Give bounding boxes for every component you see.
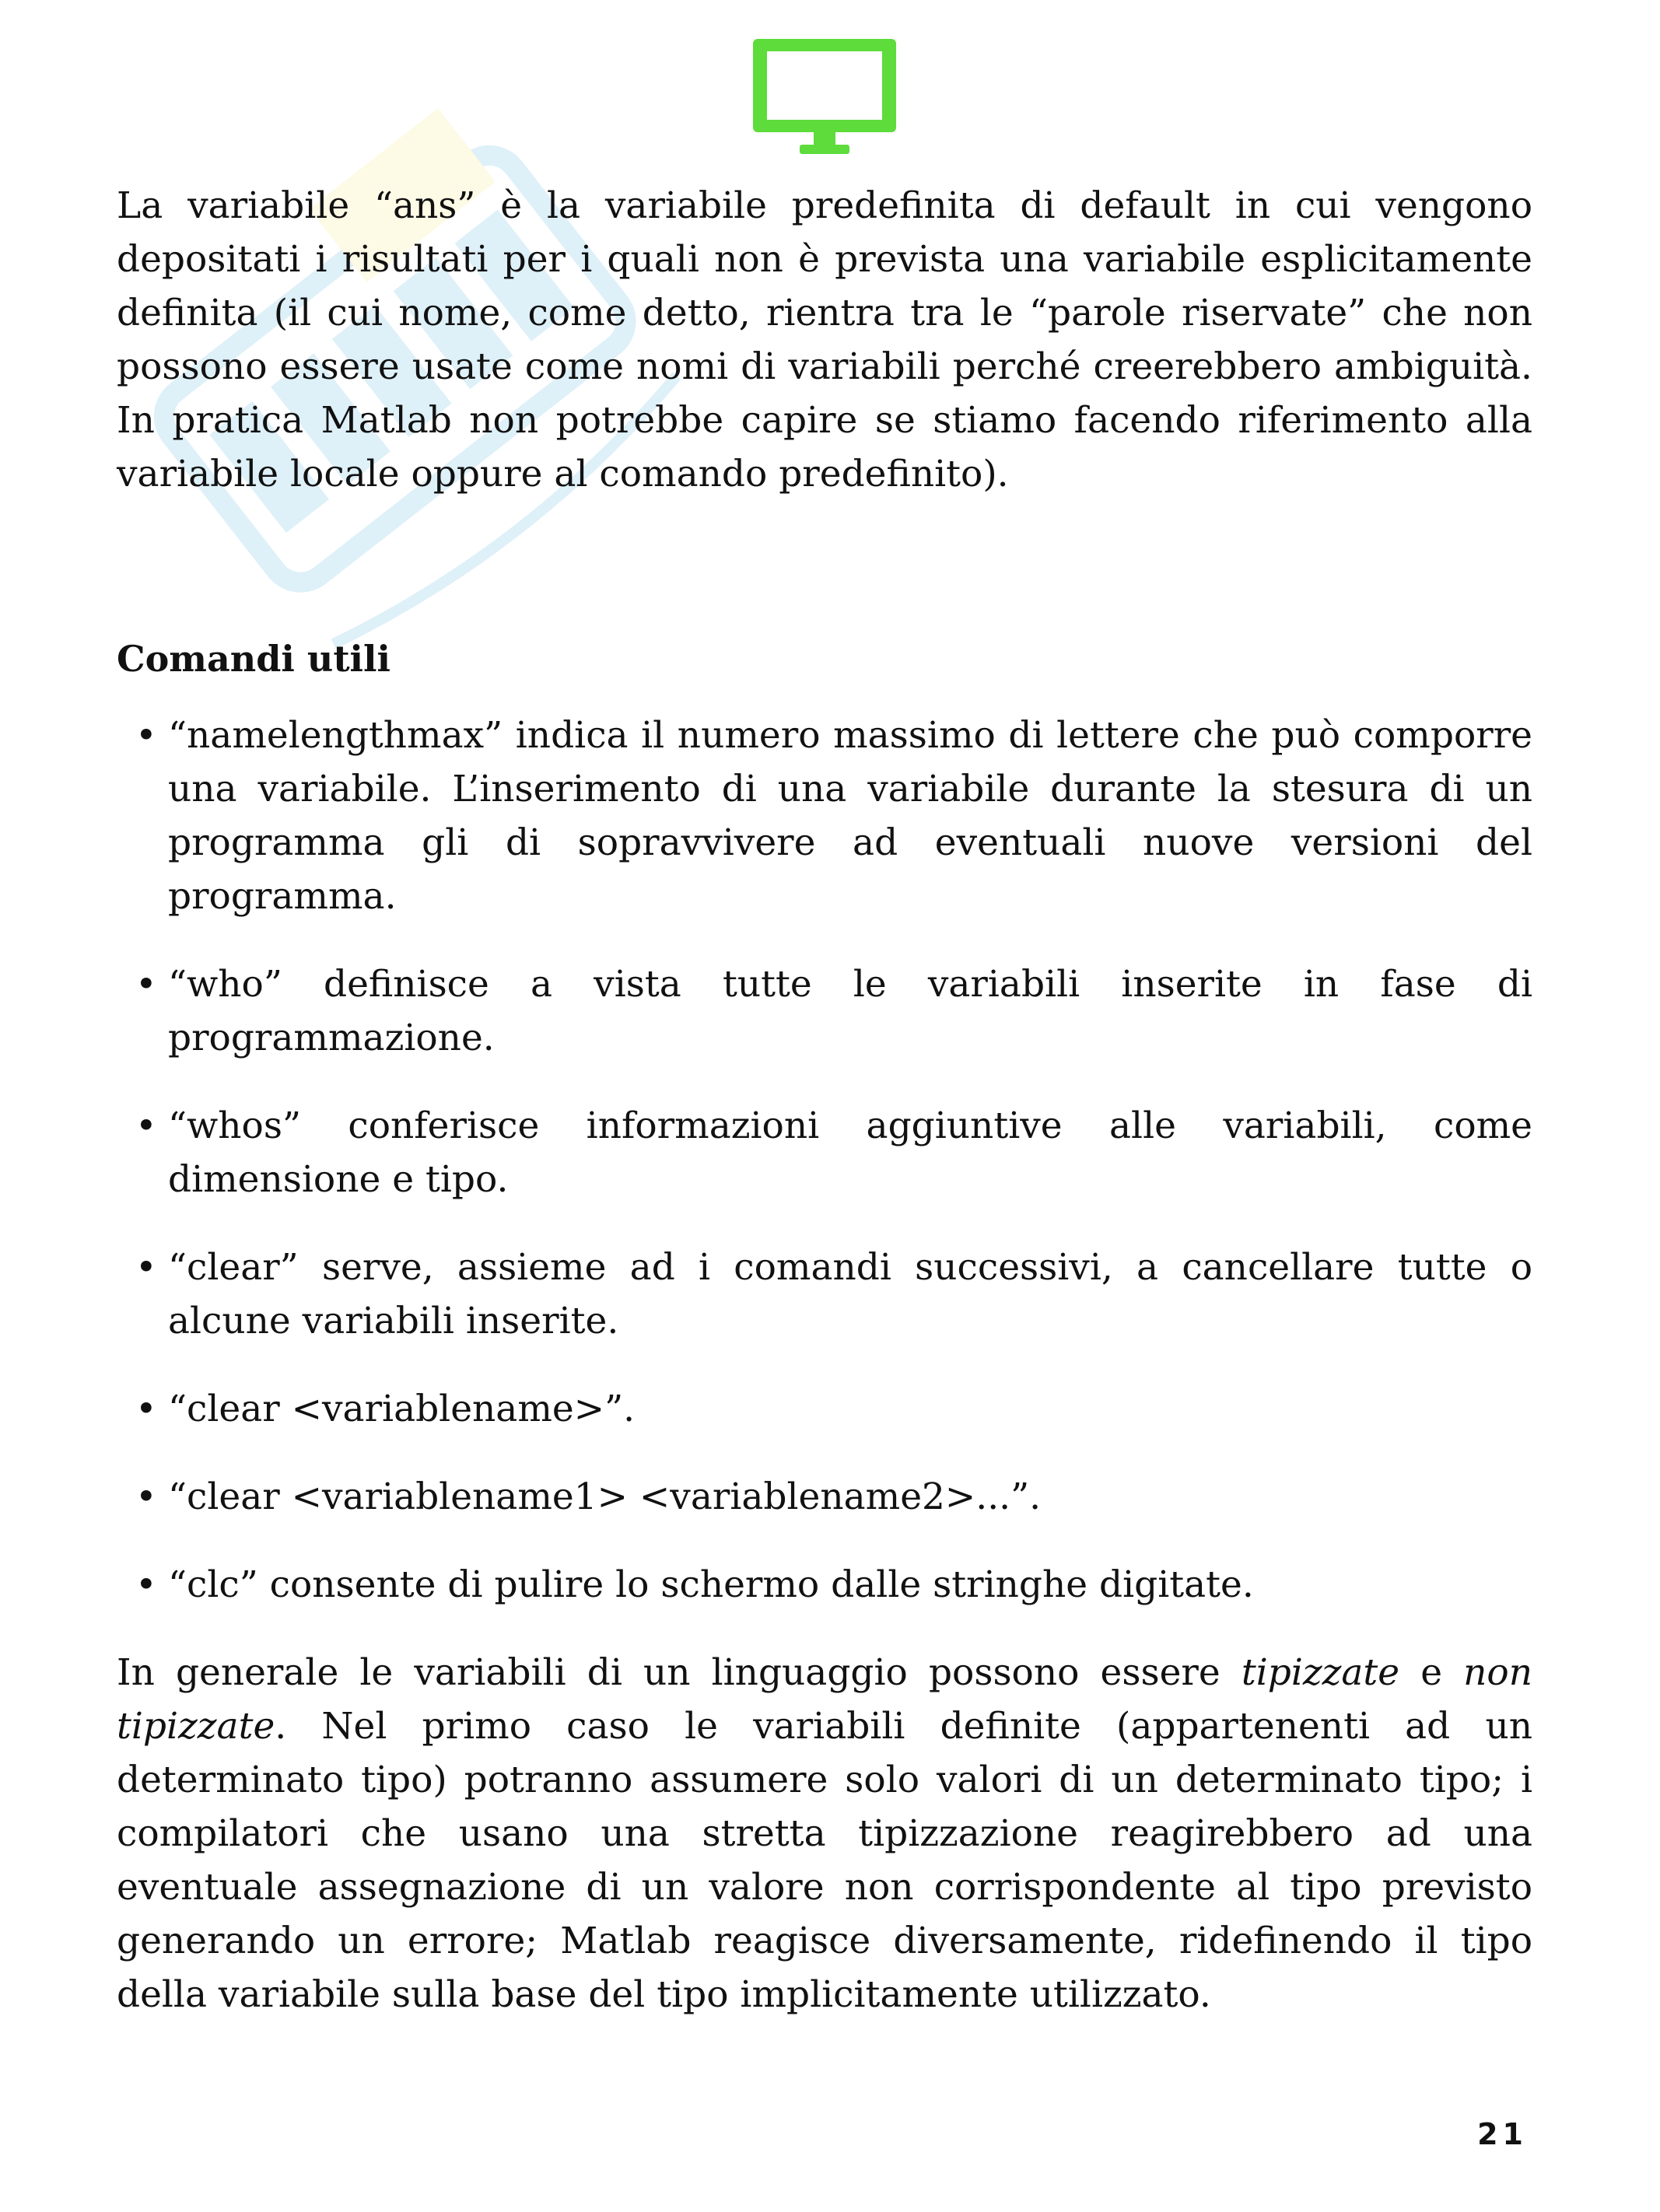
- closing-paragraph: [117, 1646, 1532, 2021]
- list-item: [117, 957, 1532, 1065]
- list-item: [117, 709, 1532, 923]
- list-item: [117, 1382, 1532, 1436]
- closing-text-2: e: [1399, 1651, 1464, 1694]
- page-content: [117, 179, 1532, 2021]
- page-number: 21: [1477, 2117, 1528, 2151]
- commands-list: [117, 709, 1532, 1612]
- list-item: [117, 1558, 1532, 1612]
- monitor-icon: [748, 36, 901, 162]
- list-item-text: “whos” conferisce informazioni aggiuntive alle variabili, come dimensione e tipo.: [168, 1104, 1532, 1201]
- list-item: [117, 1470, 1532, 1524]
- list-item-text: “clc” consente di pulire lo schermo dalle stringhe digitate.: [168, 1563, 1254, 1606]
- closing-text-3: . Nel primo caso le variabili definite (appartenenti ad un determinato tipo) potranno assumere solo valori di un determinato tipo; i compilatori che usano una stretta tipizzazione reagirebbero ad una eventuale assegnazione di un valore non corrispondente al tipo previsto generando un errore; Matlab reagisce diversamente, ridefinendo il tipo della variabile sulla base del tipo implicitamente utilizzato.: [117, 1705, 1532, 2016]
- list-item-text: “namelengthmax” indica il numero massimo di lettere che può comporre una variabile. L’inserimento di una variabile durante la stesura di un programma gli di sopravvivere ad eventuali nuove versioni del programma.: [168, 714, 1532, 918]
- term-non-tipizzate: non tipizzate: [117, 1651, 1532, 1748]
- bullet-icon: •: [135, 1388, 157, 1430]
- list-item-text: “clear” serve, assieme ad i comandi successivi, a cancellare tutte o alcune variabili inserite.: [168, 1246, 1532, 1342]
- bullet-icon: •: [135, 714, 157, 757]
- bullet-icon: •: [135, 1246, 157, 1289]
- list-item: [117, 1099, 1532, 1206]
- section-title: Comandi utili: [117, 638, 390, 680]
- list-item-text: “who” definisce a vista tutte le variabili inserite in fase di programmazione.: [168, 963, 1532, 1059]
- term-tipizzate: tipizzate: [1241, 1651, 1400, 1694]
- list-item-text: “clear <variablename1> <variablename2>...”.: [168, 1475, 1042, 1518]
- bullet-icon: •: [135, 1104, 157, 1147]
- list-item: [117, 1241, 1532, 1348]
- list-item-text: “clear <variablename>”.: [168, 1388, 636, 1430]
- closing-text-1: In generale le variabili di un linguaggio possono essere: [117, 1651, 1241, 1694]
- intro-paragraph: La variabile “ans” è la variabile predefinita di default in cui vengono depositati i risultati per i quali non è prevista una variabile esplicitamente definita (il cui nome, come detto, rientra tra le “parole riservate” che non possono essere usate come nomi di variabili perché creerebbero ambiguità. In pratica Matlab non potrebbe capire se stiamo facendo riferimento alla variabile locale oppure al comando predefinito).: [117, 184, 1532, 495]
- bullet-icon: •: [135, 963, 157, 1006]
- bullet-icon: •: [135, 1563, 157, 1606]
- bullet-icon: •: [135, 1475, 157, 1518]
